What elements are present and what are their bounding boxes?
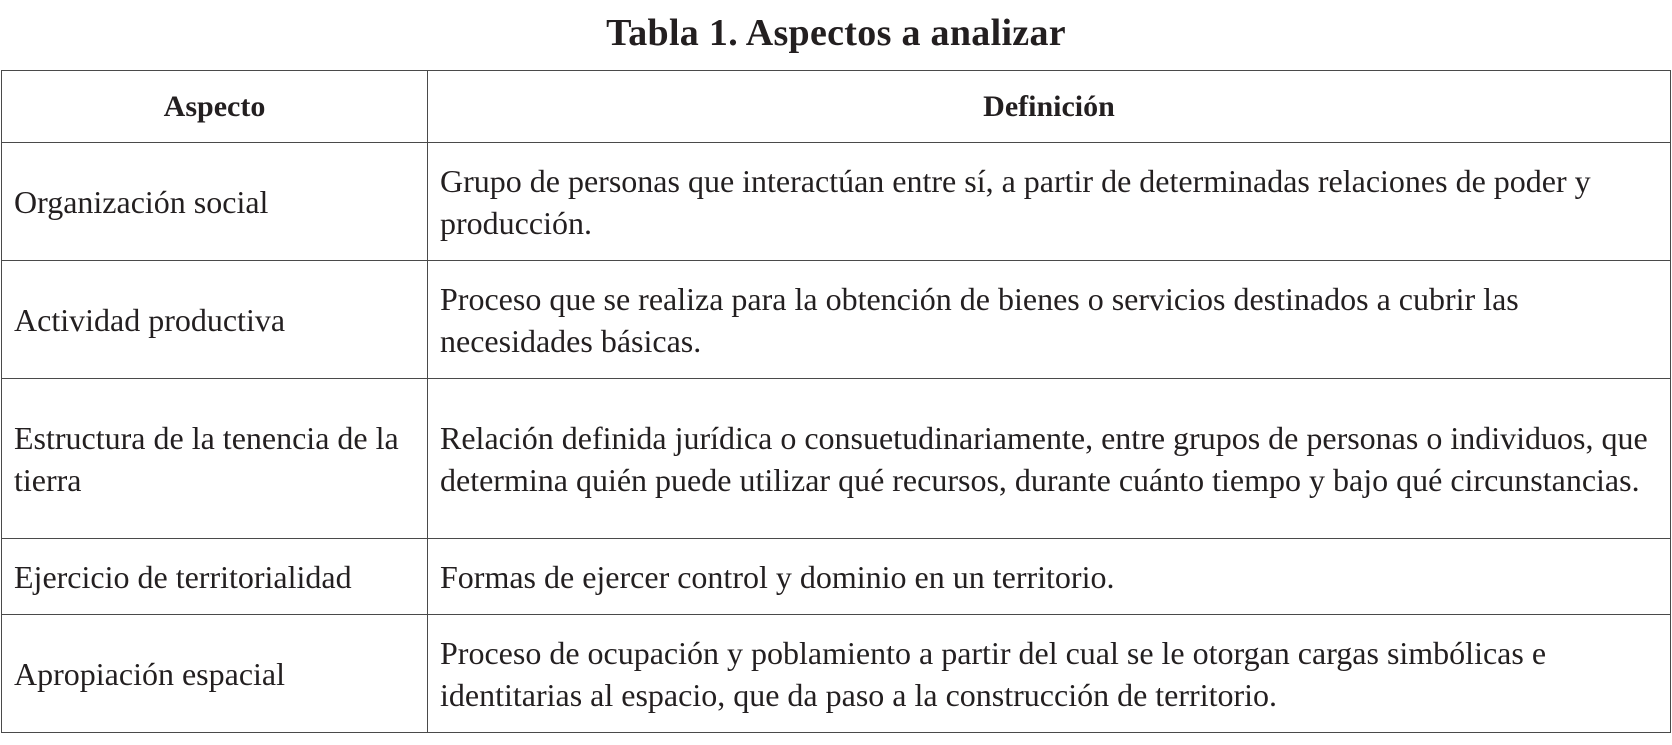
aspect-cell: Actividad productiva [2,261,428,379]
table-title: Tabla 1. Aspectos a analizar [606,12,1066,54]
table-row [2,379,1671,539]
aspect-cell: Ejercicio de territorialidad [2,539,428,615]
definition-cell: Proceso de ocupación y poblamiento a partir del cual se le otorgan cargas simbólicas e identitarias al espacio, que da paso a la construcción de territorio. [428,615,1671,733]
aspect-cell: Estructura de la tenencia de la tierra [2,379,428,539]
aspect-cell: Organización social [2,143,428,261]
definition-cell: Formas de ejercer control y dominio en un territorio. [428,539,1671,615]
definition-cell: Grupo de personas que interactúan entre sí, a partir de determinadas relaciones de poder y producción. [428,143,1671,261]
table-row [2,615,1671,733]
table-row [2,539,1671,615]
header-row [2,71,1671,143]
table-row [2,143,1671,261]
table-row [2,261,1671,379]
aspect-cell: Apropiación espacial [2,615,428,733]
header-aspect: Aspecto [2,71,428,143]
header-definition: Definición [428,71,1671,143]
aspects-table [1,70,1671,733]
definition-cell: Proceso que se realiza para la obtención de bienes o servicios destinados a cubrir las necesidades básicas. [428,261,1671,379]
definition-cell: Relación definida jurídica o consuetudinariamente, entre grupos de personas o individuos, que determina quién puede utilizar qué recursos, durante cuánto tiempo y bajo qué circunstancias. [428,379,1671,539]
